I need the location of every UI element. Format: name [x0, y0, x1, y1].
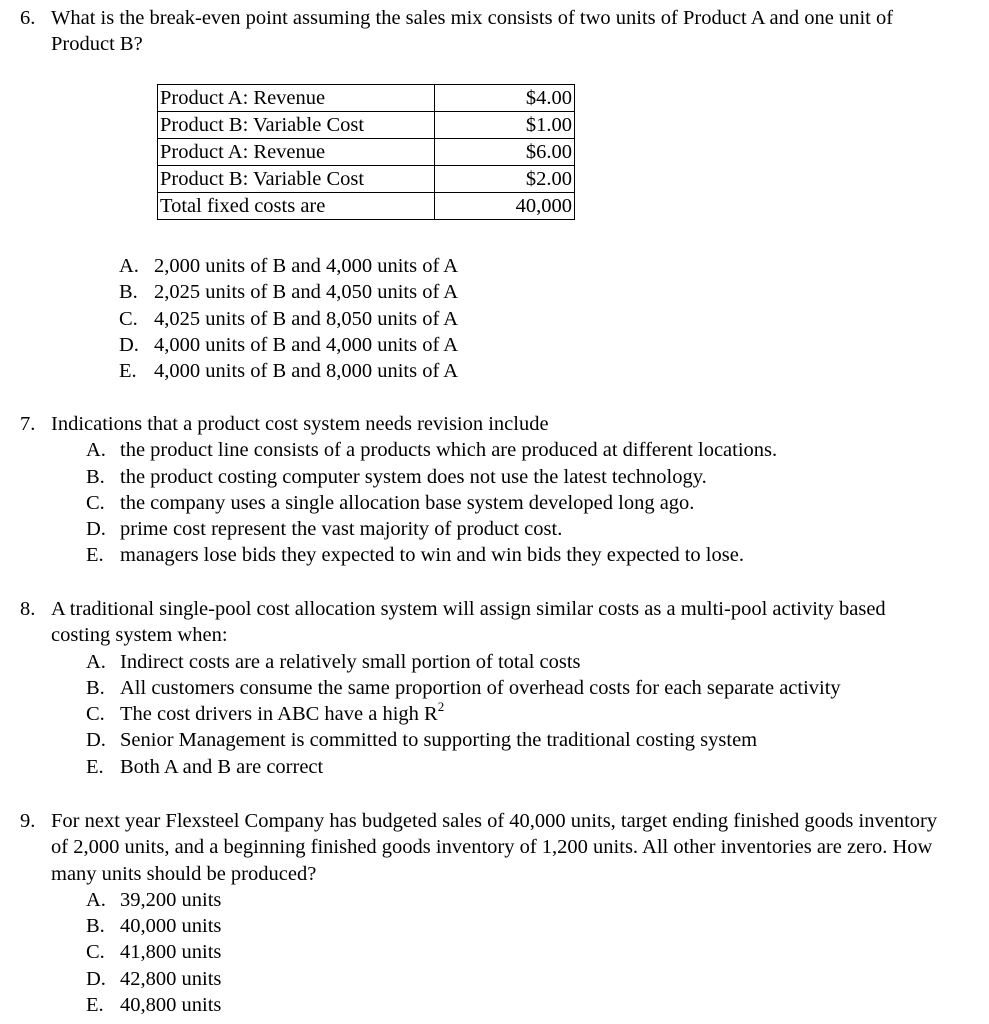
option-e — [86, 992, 980, 1018]
option-letter: E. — [86, 544, 104, 567]
option-text: Both A and B are correct — [120, 755, 324, 778]
option-letter: E. — [86, 994, 104, 1017]
question-6-options — [119, 253, 458, 384]
question-7-text: Indications that a product cost system needs revision include — [51, 413, 549, 435]
option-e — [86, 542, 980, 568]
option-letter: E. — [119, 360, 137, 383]
option-text-main: The cost drivers in ABC have a high R — [120, 703, 438, 726]
question-8 — [20, 596, 980, 780]
option-a — [86, 649, 980, 675]
option-text: managers lose bids they expected to win and win bids they expected to lose. — [120, 544, 744, 567]
option-b — [119, 279, 458, 305]
option-d — [119, 332, 458, 358]
question-8-options — [86, 649, 980, 780]
option-c — [86, 939, 980, 965]
table-cell-label: Product B: Variable Cost — [158, 112, 435, 139]
option-letter: B. — [86, 915, 105, 938]
option-text: the company uses a single allocation base system developed long ago. — [120, 491, 695, 514]
option-letter: A. — [86, 439, 106, 462]
option-b — [86, 913, 980, 939]
option-d — [86, 966, 980, 992]
option-text: 4,000 units of B and 4,000 units of A — [154, 333, 459, 356]
question-9-text: For next year Flexsteel Company has budgeted sales of 40,000 units, target ending finished goods inventory of 2,000 units, and a beginning finished goods inventory of 1,200 units. All other inventories are zero. How many units should be produced? — [51, 810, 938, 885]
table-cell-value: $2.00 — [435, 166, 575, 193]
option-b — [86, 675, 980, 701]
question-7 — [20, 411, 980, 569]
option-text: the product line consists of a products which are produced at different locations. — [120, 439, 778, 462]
option-letter: C. — [119, 307, 138, 330]
option-text: 4,000 units of B and 8,000 units of A — [154, 360, 459, 383]
option-letter: E. — [86, 755, 104, 778]
table-cell-value: $4.00 — [435, 85, 575, 112]
option-letter: D. — [86, 729, 106, 752]
question-9-number: 9. — [20, 810, 36, 832]
option-text: the product costing computer system does not use the latest technology. — [120, 465, 707, 488]
option-text: 4,025 units of B and 8,050 units of A — [154, 307, 459, 330]
question-8-number: 8. — [20, 598, 36, 620]
question-9 — [20, 808, 980, 1018]
option-text: Senior Management is committed to supporting the traditional costing system — [120, 729, 758, 752]
option-letter: B. — [86, 465, 105, 488]
option-text: 2,000 units of B and 4,000 units of A — [154, 255, 459, 277]
question-6-text: What is the break-even point assuming the sales mix consists of two units of Product A and one unit of Product B? — [51, 7, 894, 56]
option-d — [86, 727, 980, 753]
table-cell-label: Product A: Revenue — [158, 85, 435, 112]
option-text: 41,800 units — [120, 941, 222, 964]
option-text: prime cost represent the vast majority of product cost. — [120, 518, 563, 541]
option-letter: C. — [86, 941, 105, 964]
option-text: 2,025 units of B and 4,050 units of A — [154, 281, 459, 304]
option-letter: C. — [86, 491, 105, 514]
option-letter: B. — [86, 676, 105, 699]
option-text: 40,800 units — [120, 994, 222, 1017]
option-text: Indirect costs are a relatively small portion of total costs — [120, 650, 581, 673]
option-b — [86, 464, 980, 490]
table-cell-value: $6.00 — [435, 139, 575, 166]
question-6 — [20, 5, 980, 383]
cost-table — [157, 84, 575, 220]
option-a — [86, 887, 980, 913]
table-cell-label: Product A: Revenue — [158, 139, 435, 166]
option-e — [119, 358, 458, 384]
option-text — [120, 701, 980, 727]
option-a — [119, 253, 458, 279]
table-row — [158, 166, 575, 193]
option-text: All customers consume the same proportion of overhead costs for each separate activity — [120, 676, 841, 699]
option-letter: D. — [86, 967, 106, 990]
option-letter: A. — [119, 255, 139, 277]
question-7-options — [86, 437, 980, 568]
option-e — [86, 754, 980, 780]
option-text: 40,000 units — [120, 915, 222, 938]
option-letter: D. — [86, 518, 106, 541]
table-cell-value: $1.00 — [435, 112, 575, 139]
option-a — [86, 437, 980, 463]
option-c — [86, 701, 980, 727]
question-6-number: 6. — [20, 7, 36, 29]
option-letter: A. — [86, 650, 106, 673]
question-8-text: A traditional single-pool cost allocation system will assign similar costs as a multi-pool activity based costing system when: — [51, 598, 886, 647]
table-cell-value: 40,000 — [435, 193, 575, 220]
table-row — [158, 85, 575, 112]
option-d — [86, 516, 980, 542]
option-c — [119, 306, 458, 332]
table-cell-label: Total fixed costs are — [158, 193, 435, 220]
question-9-options — [86, 887, 980, 1018]
option-letter: D. — [119, 333, 139, 356]
option-letter: B. — [119, 281, 138, 304]
option-text: 39,200 units — [120, 888, 222, 911]
table-row — [158, 193, 575, 220]
table-row — [158, 112, 575, 139]
option-text: 42,800 units — [120, 967, 222, 990]
table-cell-label: Product B: Variable Cost — [158, 166, 435, 193]
option-c — [86, 490, 980, 516]
option-letter: A. — [86, 888, 106, 911]
question-7-number: 7. — [20, 413, 36, 435]
superscript: 2 — [437, 699, 445, 715]
table-row — [158, 139, 575, 166]
option-letter: C. — [86, 703, 105, 726]
